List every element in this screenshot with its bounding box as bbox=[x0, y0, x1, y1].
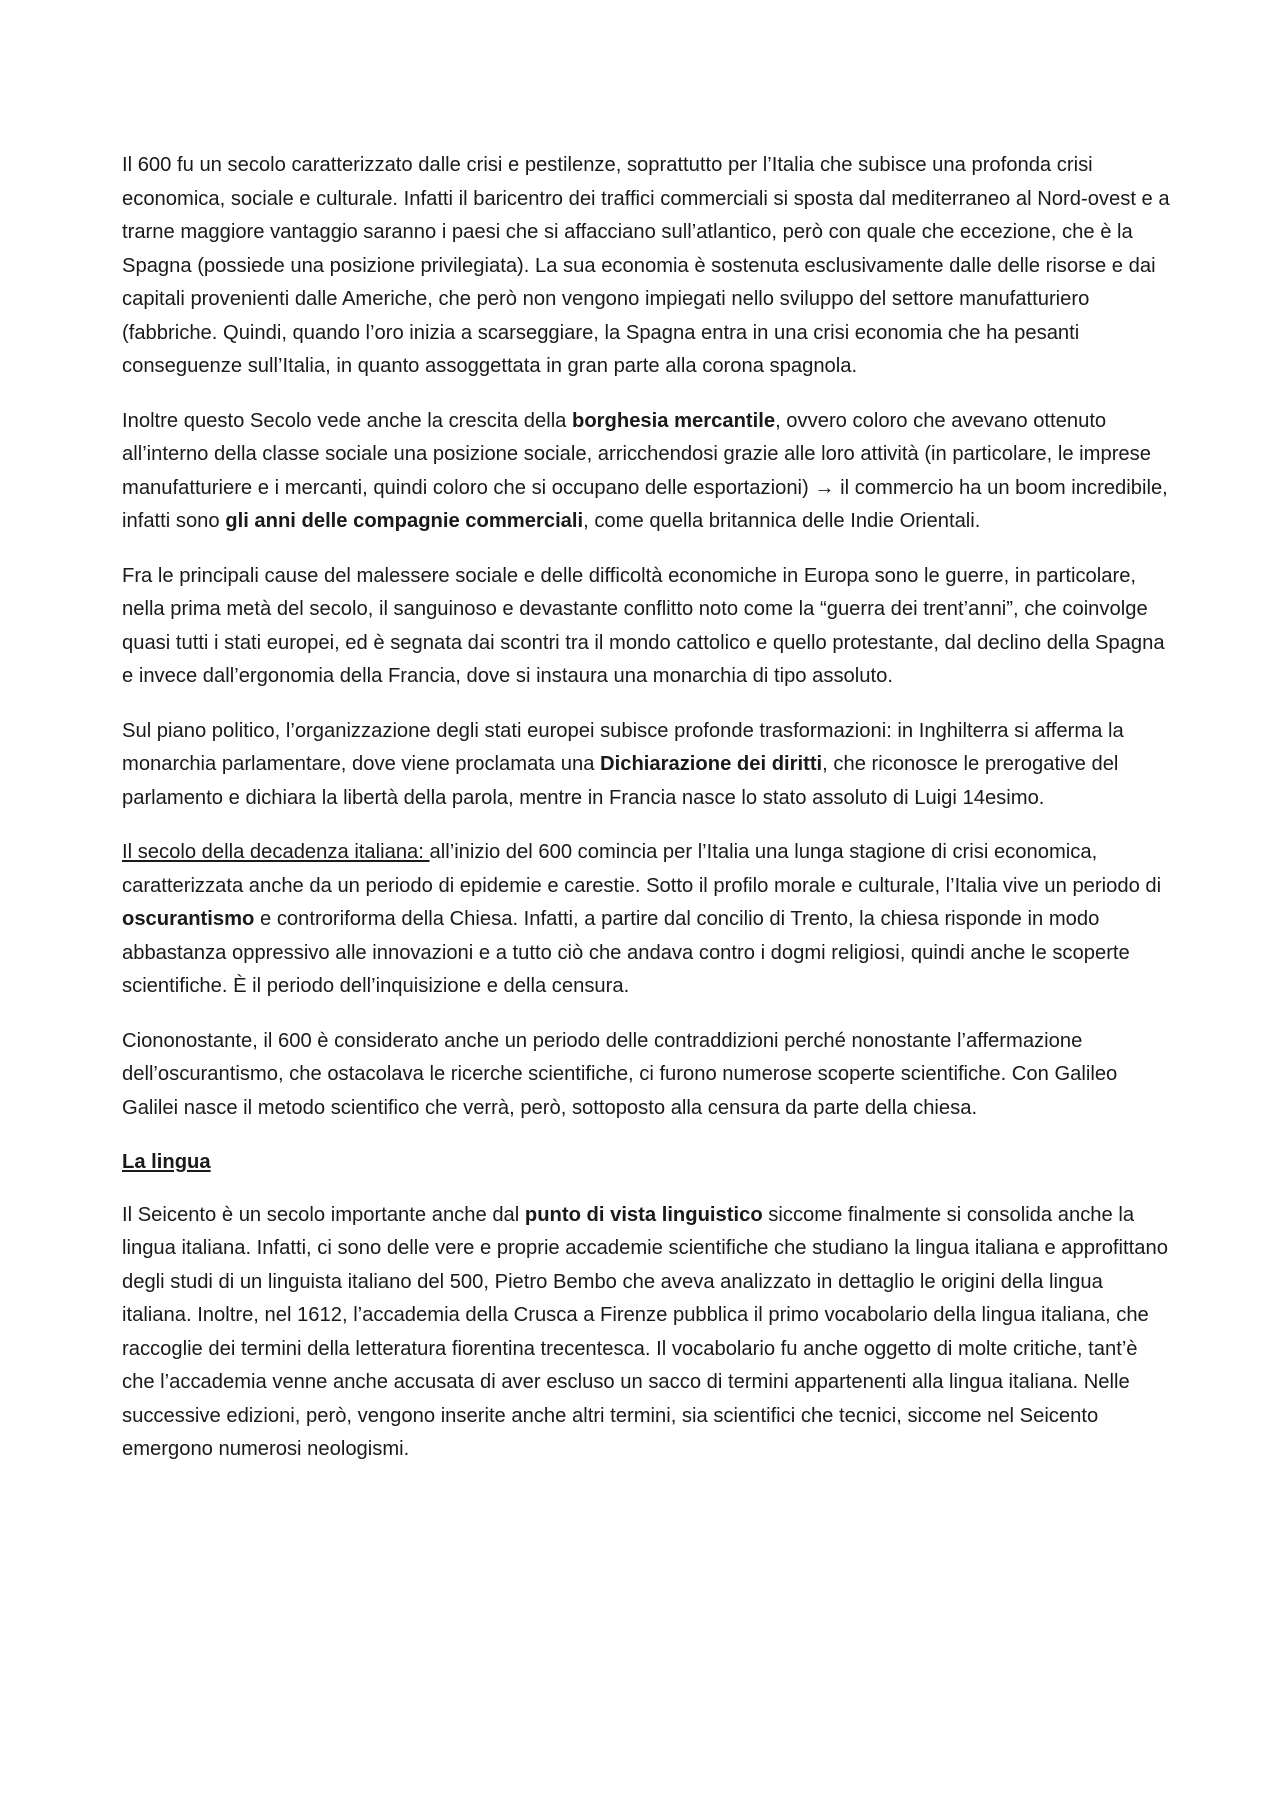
paragraph-text: , ovvero coloro che avevano ottenuto all’interno della classe sociale una posizione sociale, arricchendosi grazie alle loro attività (in particolare, le imprese manufatturiere e i mercanti, quindi coloro che si occupano delle esportazioni) → il commercio ha un boom incredibile, infatti sono bbox=[122, 409, 1168, 532]
paragraph-text: Fra le principali cause del malessere sociale e delle difficoltà economiche in Europa sono le guerre, in particolare, nella prima metà del secolo, il sanguinoso e devastante conflitto noto come la “guerra dei trent’anni”, che coinvolge quasi tutti i stati europei, ed è segnata dai scontri tra il mondo cattolico e quello protestante, dal declino della Spagna e invece dall’ergonomia della Francia, dove si instaura una monarchia di tipo assoluto. bbox=[122, 564, 1165, 687]
heading-la-lingua: La lingua bbox=[122, 1151, 211, 1173]
paragraph-politica bbox=[122, 715, 1172, 816]
paragraph-text: Ciononostante, il 600 è considerato anche un periodo delle contraddizioni perché nonostante l’affermazione dell’oscurantismo, che ostacolava le ricerche scientifiche, ci furono numerose scoperte scientifiche. Con Galileo Galilei nasce il metodo scientifico che verrà, però, sottoposto alla censura da parte della chiesa. bbox=[122, 1029, 1118, 1119]
paragraph-text: all’inizio del 600 comincia per l’Italia una lunga stagione di crisi economica, caratterizzata anche da un periodo di epidemie e carestie. Sotto il profilo morale e culturale, l’Italia vive un periodo di bbox=[122, 841, 1162, 897]
paragraph-text: Il 600 fu un secolo caratterizzato dalle crisi e pestilenze, soprattutto per l’Italia che subisce una profonda crisi economica, sociale e culturale. Infatti il baricentro dei traffici commerciali si sposta dal mediterraneo al Nord-ovest e a trarne maggiore vantaggio saranno i paesi che si affacciano sull’atlantico, però con quale che eccezione, che è la Spagna (possiede una posizione privilegiata). La sua economia è sostenuta esclusivamente dalle delle risorse e dai capitali provenienti dalle Americhe, che però non vengono impiegati nello sviluppo del settore manufatturiero (fabbriche. Quindi, quando l’oro inizia a scarseggiare, la Spagna entra in una crisi economia che ha pesanti conseguenze sull’Italia, in quanto assoggettata in gran parte alla corona spagnola. bbox=[122, 154, 1170, 377]
paragraph-text: Sul piano politico, l’organizzazione degli stati europei subisce profonde trasformazioni: in Inghilterra si afferma la monarchia parlamentare, dove viene proclamata una bbox=[122, 719, 1124, 775]
paragraph-text: siccome finalmente si consolida anche la lingua italiana. Infatti, ci sono delle vere e proprie accademie scientifiche che studiano la lingua italiana e approfittano degli studi di un linguista italiano del 500, Pietro Bembo che aveva analizzato in dettaglio le origini della lingua italiana. Inoltre, nel 1612, l’accademia della Crusca a Firenze pubblica il primo vocabolario della lingua italiana, che raccoglie dei termini della letteratura fiorentina trecentesca. Il vocabolario fu anche oggetto di molte critiche, tant’è che l’accademia venne anche accusata di aver escluso un sacco di termini appartenenti alla lingua italiana. Nelle successive edizioni, però, vengono inserite anche altri termini, sia scientifici che tecnici, siccome nel Seicento emergono numerosi neologismi. bbox=[122, 1203, 1168, 1460]
bold-term-borghesia: borghesia mercantile bbox=[572, 409, 776, 432]
section-heading bbox=[122, 1146, 1172, 1180]
bold-term-oscurantismo: oscurantismo bbox=[122, 908, 255, 930]
paragraph-guerre bbox=[122, 560, 1172, 694]
paragraph-text: e controriforma della Chiesa. Infatti, a partire dal concilio di Trento, la chiesa risponde in modo abbastanza oppressivo alle innovazioni e a tutto ciò che andava contro i dogmi religiosi, quindi anche le scoperte scientifiche. È il periodo dell’inquisizione e della censura. bbox=[122, 908, 1130, 997]
paragraph-text: Il Seicento è un secolo importante anche dal bbox=[122, 1203, 525, 1226]
paragraph-lingua bbox=[122, 1199, 1172, 1467]
bold-term-dichiarazione: Dichiarazione dei diritti bbox=[600, 753, 823, 775]
paragraph-intro bbox=[122, 149, 1172, 384]
paragraph-decadenza bbox=[122, 836, 1172, 1004]
paragraph-text: Inoltre questo Secolo vede anche la crescita della bbox=[122, 409, 573, 432]
underlined-subheading: Il secolo della decadenza italiana: bbox=[122, 841, 430, 863]
bold-term-compagnie: gli anni delle compagnie commerciali bbox=[225, 510, 584, 532]
document-page bbox=[122, 149, 1172, 1488]
bold-term-linguistico: punto di vista linguistico bbox=[524, 1203, 763, 1226]
paragraph-borghesia bbox=[122, 405, 1172, 539]
paragraph-text: , come quella britannica delle Indie Orientali. bbox=[583, 510, 981, 532]
paragraph-text: , che riconosce le prerogative del parlamento e dichiara la libertà della parola, mentre in Francia nasce lo stato assoluto di Luigi 14esimo. bbox=[122, 753, 1119, 809]
paragraph-contraddizioni bbox=[122, 1025, 1172, 1126]
